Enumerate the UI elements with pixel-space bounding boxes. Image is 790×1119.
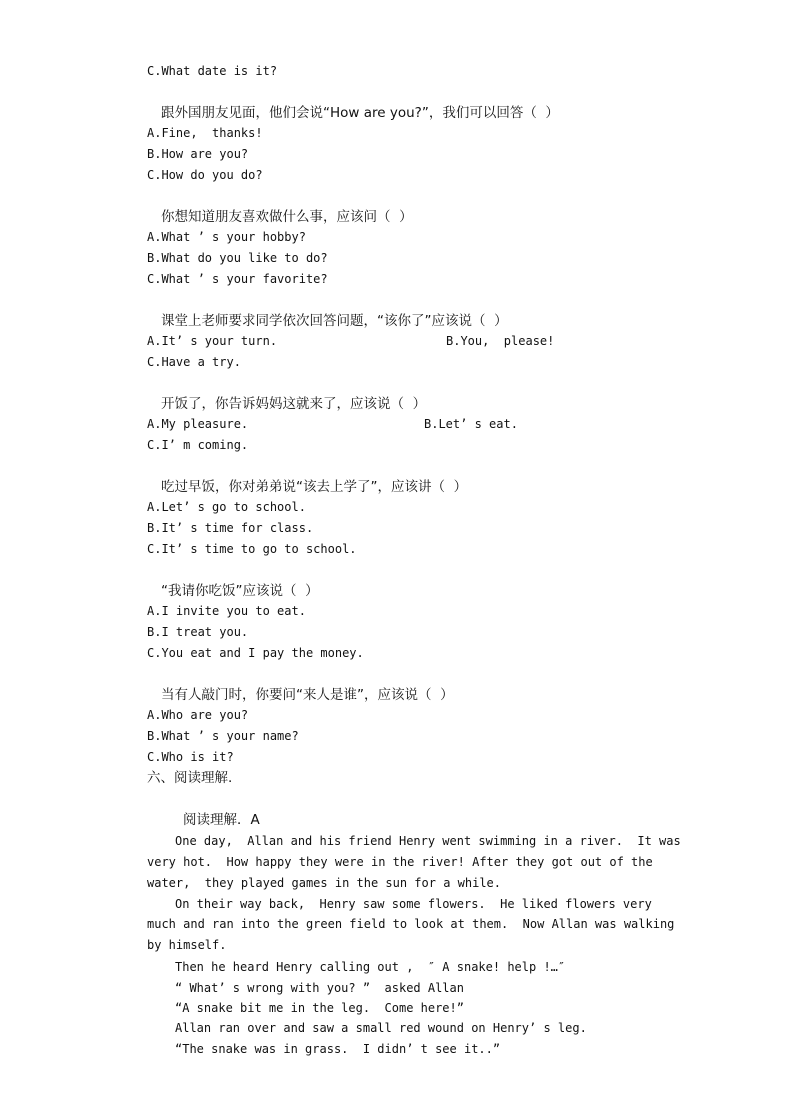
question-text: 你想知道朋友喜欢做什么事，应该问（ ） [161, 209, 413, 225]
reading-title: 阅读理解．A [183, 812, 260, 828]
passage-line: One day, Allan and his friend Henry went swimming in a river. It was [175, 834, 681, 848]
section-heading: 六、阅读理解. [147, 770, 233, 786]
option-a: A.Let’ s go to school. [147, 500, 306, 514]
option-a: A.It’ s your turn. [147, 334, 278, 348]
option-c: C.How do you do? [147, 168, 263, 182]
option-b: B.You, please! [446, 334, 555, 348]
option-a: A.I invite you to eat. [147, 604, 306, 618]
option-a: A.My pleasure. [147, 417, 249, 431]
question-text: 课堂上老师要求同学依次回答问题，“该你了”应该说（ ） [161, 313, 508, 329]
option-c: C.What ’ s your favorite? [147, 272, 328, 286]
option-c: C.What date is it? [147, 64, 278, 78]
option-b: B.What do you like to do? [147, 251, 328, 265]
option-a: A.Fine, thanks! [147, 126, 263, 140]
question-text: 当有人敲门时，你要问“来人是谁”，应该说（ ） [161, 687, 454, 703]
passage-line: water, they played games in the sun for a while. [147, 876, 502, 890]
option-b: B.What ’ s your name? [147, 729, 299, 743]
question-text: 跟外国朋友见面，他们会说“How are you?”，我们可以回答（ ） [161, 105, 559, 121]
option-b: B.It’ s time for class. [147, 521, 314, 535]
option-a: A.What ’ s your hobby? [147, 230, 306, 244]
passage-line: much and ran into the green field to look at them. Now Allan was walking [147, 917, 675, 931]
option-b: B.Let’ s eat. [424, 417, 518, 431]
option-c: C.It’ s time to go to school. [147, 542, 357, 556]
option-b: B.I treat you. [147, 625, 249, 639]
passage-line: very hot. How happy they were in the river! After they got out of the [147, 855, 653, 869]
passage-line: Then he heard Henry calling out , ″ A snake! help !…″ [175, 960, 566, 974]
question-text: “我请你吃饭”应该说（ ） [161, 583, 319, 599]
passage-line: On their way back, Henry saw some flowers. He liked flowers very [175, 897, 652, 911]
option-c: C.Who is it? [147, 750, 234, 764]
option-c: C.You eat and I pay the money. [147, 646, 364, 660]
passage-line: by himself. [147, 938, 227, 952]
option-a: A.Who are you? [147, 708, 249, 722]
option-b: B.How are you? [147, 147, 249, 161]
passage-line: “A snake bit me in the leg. Come here!” [175, 1001, 464, 1015]
passage-line: Allan ran over and saw a small red wound on Henry’ s leg. [175, 1021, 587, 1035]
question-text: 吃过早饭，你对弟弟说“该去上学了”，应该讲（ ） [161, 479, 468, 495]
question-text: 开饭了，你告诉妈妈这就来了，应该说（ ） [161, 396, 427, 412]
option-c: C.Have a try. [147, 355, 241, 369]
passage-line: “ What’ s wrong with you? ” asked Allan [175, 981, 464, 995]
option-c: C.I’ m coming. [147, 438, 249, 452]
passage-line: “The snake was in grass. I didn’ t see it..” [175, 1042, 501, 1056]
